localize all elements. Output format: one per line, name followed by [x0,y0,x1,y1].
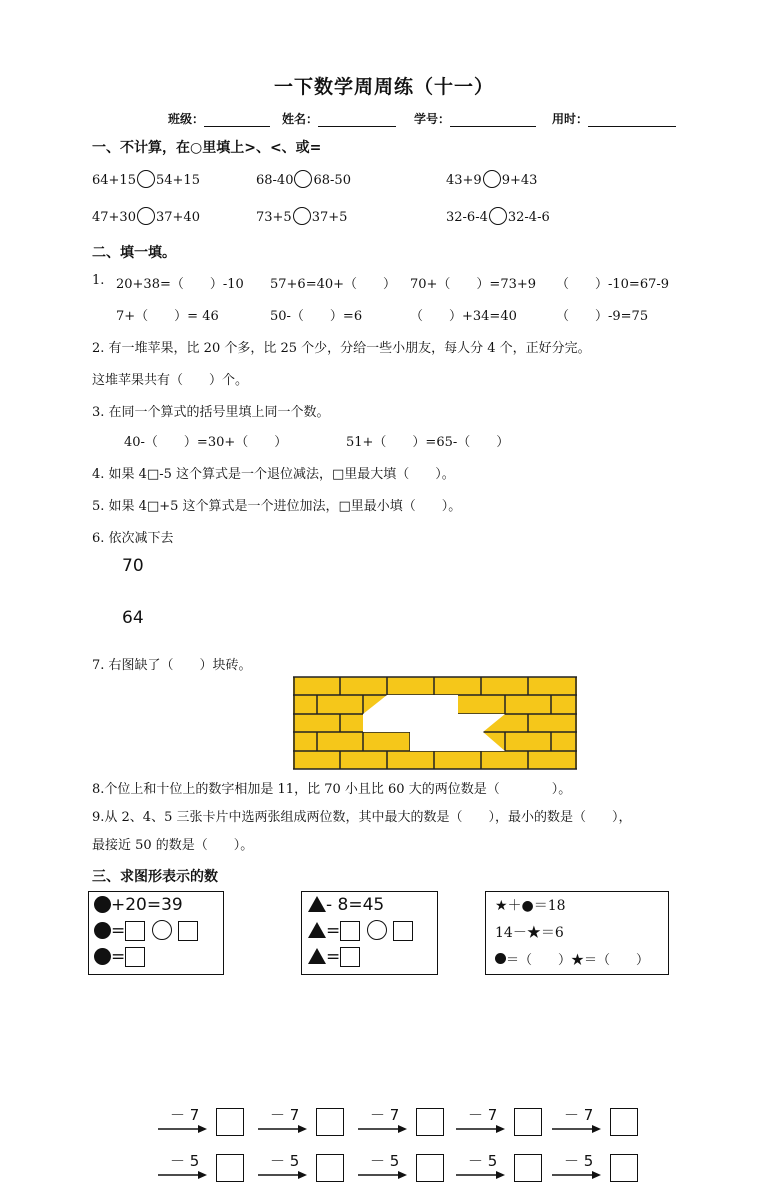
subtract-operator: － 5 [270,1152,300,1170]
star-answer-text[interactable]: ★＝（ ） [571,953,650,968]
q7-text: 7. 右图缺了（ ）块砖。 [92,658,252,673]
triangle-shape-icon [308,922,326,938]
answer-box[interactable] [610,1108,638,1136]
answer-row [308,920,413,941]
arrow-icon [158,1124,208,1134]
chain-2-start: 64 [122,608,144,628]
circle-shape-icon [94,922,111,939]
equation-text: +20=39 [111,895,183,915]
shape-problem-1 [88,891,224,975]
right-expr: 68-50 [313,173,351,188]
circle-shape-icon [94,948,111,965]
answer-box[interactable] [178,921,198,941]
right-expr: 9+43 [501,173,538,188]
answer-box[interactable] [316,1108,344,1136]
right-expr: 54+15 [155,173,200,188]
answer-circle[interactable] [483,170,501,188]
compare-item [92,170,200,188]
arrow-icon [358,1170,408,1180]
answer-box[interactable] [416,1108,444,1136]
operator-circle[interactable] [152,920,172,940]
left-expr: 68-40 [256,173,294,188]
page-title: 一下数学周周练（十一） [273,76,494,98]
subtract-operator: － 5 [468,1152,498,1170]
equation [94,895,183,915]
subtract-operator: － 5 [170,1152,200,1170]
name-blank[interactable] [318,114,396,127]
answer-box[interactable] [393,921,413,941]
compare-item [92,207,200,225]
equation-1: ★＋●＝18 [495,898,566,914]
q8-text: 8.个位上和十位上的数字相加是 11，比 70 小且比 60 大的两位数是（ ）。 [92,782,572,797]
answer-row [94,920,198,941]
section-1-heading: 一、不计算，在○里填上>、<、或= [92,140,322,156]
q9-text: 9.从 2、4、5 三张卡片中选两张组成两位数，其中最大的数是（ ），最小的数是（ ）， [92,810,632,825]
name-label: 姓名： [282,112,319,126]
section-2-heading: 二、填一填。 [92,245,176,261]
equation-2: 14－★＝6 [495,925,564,941]
time-label: 用时： [552,112,589,126]
q4-text: 4. 如果 4□-5 这个算式是一个退位减法，□里最大填（ ）。 [92,467,455,482]
answer-box[interactable] [610,1154,638,1182]
arrow-icon [552,1124,602,1134]
subtract-operator: － 7 [170,1106,200,1124]
subtract-operator: － 7 [270,1106,300,1124]
q5-text: 5. 如果 4□+5 这个算式是一个进位加法，□里最小填（ ）。 [92,499,462,514]
left-expr: 43+9 [446,173,482,188]
equation [308,895,384,915]
answer-box[interactable] [340,947,360,967]
triangle-shape-icon [308,896,326,912]
subtract-operator: － 7 [370,1106,400,1124]
answer-box[interactable] [514,1154,542,1182]
chain-1-start: 70 [122,556,144,576]
subtract-operator: － 7 [468,1106,498,1124]
answer-box[interactable] [514,1108,542,1136]
answer-box[interactable] [125,947,145,967]
time-field [552,110,676,127]
answer-box[interactable] [340,921,360,941]
shape-problem-3 [485,891,669,975]
left-expr: 64+15 [92,173,136,188]
q1-expr: 70+（ ）=73+9 [410,277,537,292]
right-expr: 37+5 [311,210,348,225]
result-row [94,947,145,967]
q1-expr: 50-（ ）=6 [270,309,363,324]
equals-sign: = [326,947,341,967]
result-row [308,947,360,967]
triangle-shape-icon [308,948,326,964]
circle-answer-text[interactable]: ＝（ ） [506,953,572,968]
name-field [282,110,396,127]
equals-sign: = [111,947,126,967]
section-3-heading: 三、求图形表示的数 [92,869,218,885]
arrow-icon [456,1124,506,1134]
circle-shape-icon [94,896,111,913]
class-label: 班级： [168,112,205,126]
q1-expr: （ ）-10=67-9 [556,277,670,292]
arrow-icon [158,1170,208,1180]
circle-shape-icon [495,953,506,964]
q1-expr: 20+38=（ ）-10 [116,277,244,292]
subtract-operator: － 5 [370,1152,400,1170]
q1-expr: （ ）-9=75 [556,309,649,324]
answer-box[interactable] [216,1154,244,1182]
q3-text: 3. 在同一个算式的括号里填上同一个数。 [92,405,330,420]
id-label: 学号： [414,112,451,126]
arrow-icon [552,1170,602,1180]
q9-text-2: 最接近 50 的数是（ ）。 [92,838,254,853]
subtract-operator: － 7 [564,1106,594,1124]
q6-text: 6. 依次减下去 [92,531,174,546]
answer-row [495,949,649,968]
brick-wall-figure [293,677,577,769]
q3-expr-b: 51+（ ）=65-（ ） [346,435,510,450]
id-blank[interactable] [450,114,536,127]
arrow-icon [358,1124,408,1134]
id-field [414,110,536,127]
operator-circle[interactable] [367,920,387,940]
arrow-icon [258,1124,308,1134]
answer-box[interactable] [216,1108,244,1136]
compare-item [256,207,347,225]
q1-expr: 7+（ ）= 46 [116,309,219,324]
left-expr: 32-6-4 [446,210,488,225]
q2-text: 2. 有一堆苹果，比 20 个多，比 25 个少，分给一些小朋友，每人分 4 个，正好分完。 [92,341,591,356]
compare-item [446,170,537,188]
answer-circle[interactable] [294,170,312,188]
q1-expr: （ ）+34=40 [410,309,517,324]
left-expr: 47+30 [92,210,136,225]
time-blank[interactable] [588,114,676,127]
left-expr: 73+5 [256,210,292,225]
class-blank[interactable] [204,114,270,127]
right-expr: 37+40 [155,210,200,225]
answer-circle[interactable] [137,170,155,188]
arrow-icon [456,1170,506,1180]
answer-circle[interactable] [293,207,311,225]
class-field [168,110,270,127]
answer-circle[interactable] [137,207,155,225]
equation-text: - 8=45 [326,895,385,915]
answer-box[interactable] [416,1154,444,1182]
compare-item [446,207,550,225]
equals-sign: = [111,921,126,941]
subtract-operator: － 5 [564,1152,594,1170]
answer-box[interactable] [316,1154,344,1182]
q3-expr-a: 40-（ ）=30+（ ） [124,435,288,450]
right-expr: 32-4-6 [507,210,550,225]
q1-number: 1. [92,273,105,288]
shape-problem-2 [301,891,438,975]
q1-expr: 57+6=40+（ ） [270,277,397,292]
answer-circle[interactable] [489,207,507,225]
equals-sign: = [326,921,341,941]
arrow-icon [258,1170,308,1180]
compare-item [256,170,351,188]
answer-box[interactable] [125,921,145,941]
q2-text-2: 这堆苹果共有（ ）个。 [92,373,249,388]
